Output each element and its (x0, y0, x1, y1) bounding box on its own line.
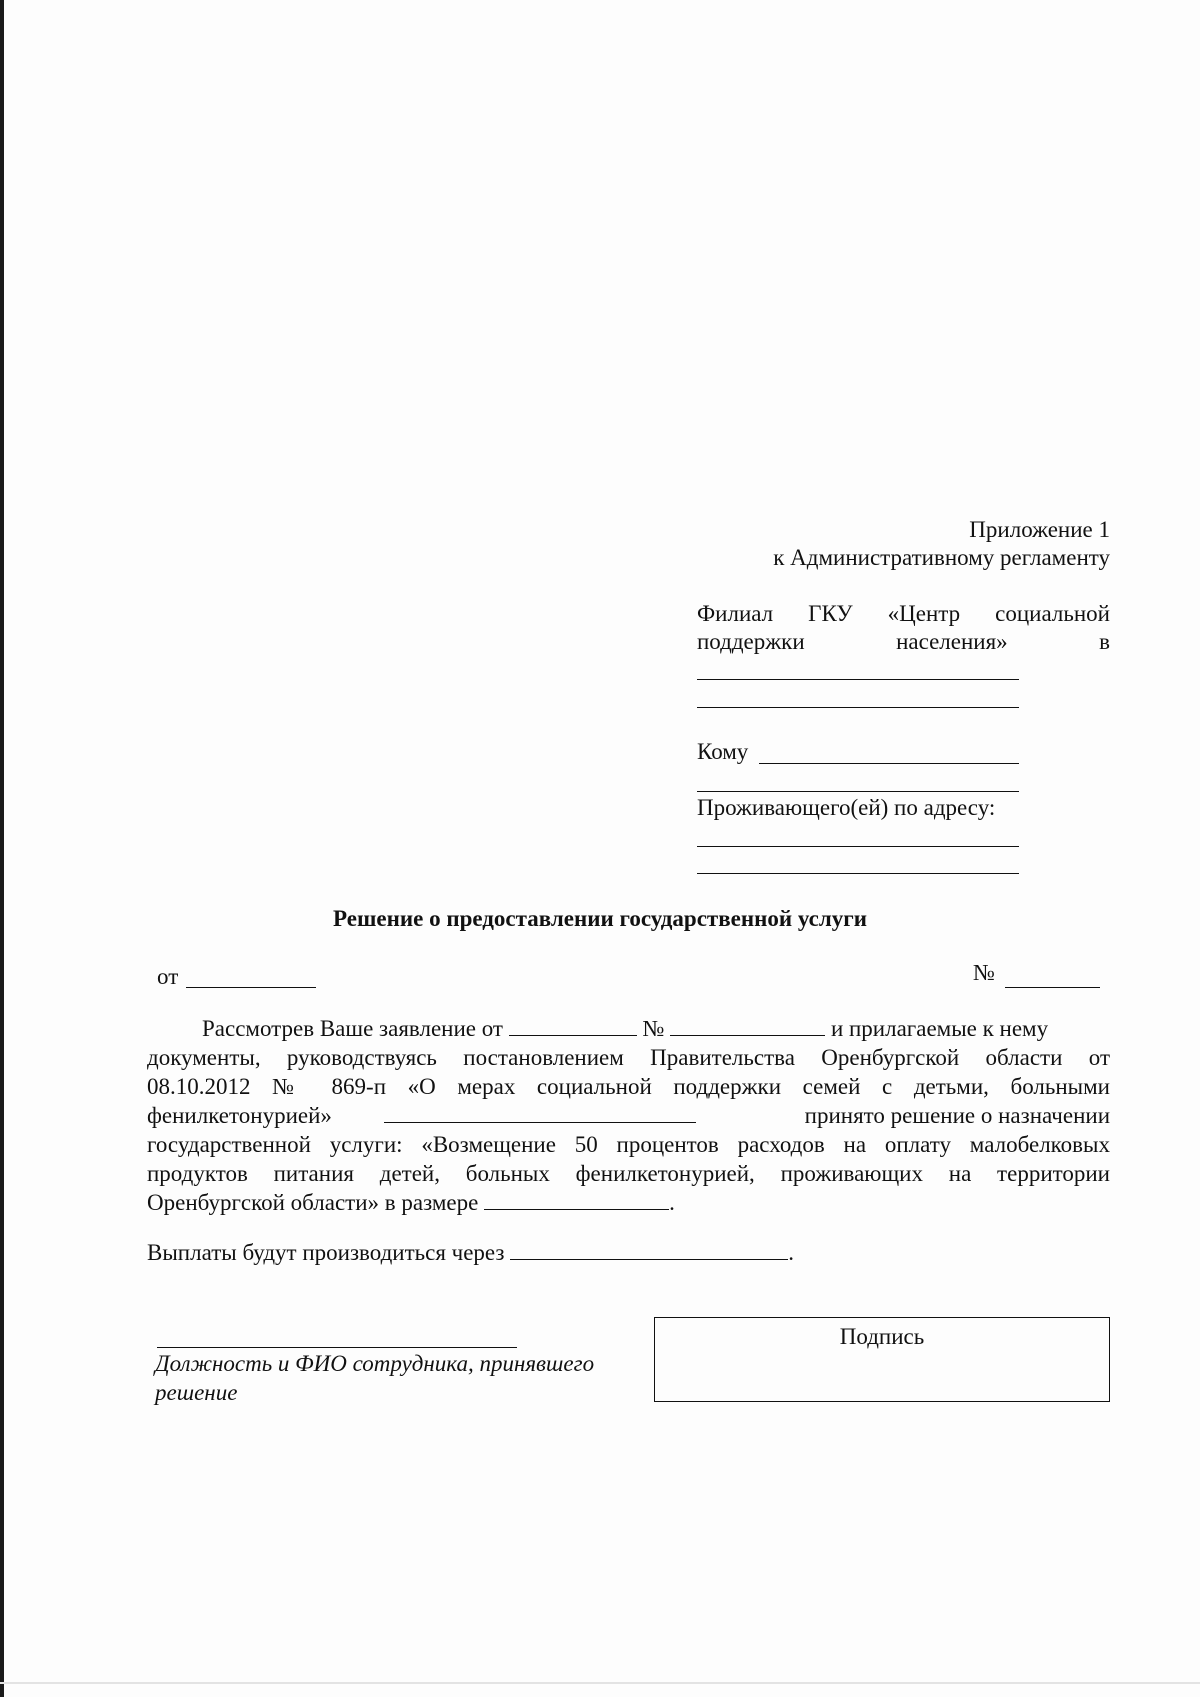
branch-line-1: Филиал ГКУ «Центр социальной (697, 601, 1110, 626)
payments-text: Выплаты будут производиться через (147, 1240, 505, 1265)
payments-line (147, 1239, 794, 1267)
branch-line-2: поддержки населения» в (697, 629, 1110, 654)
application-date-blank (509, 1015, 637, 1036)
address-blank-2 (697, 873, 1019, 874)
resolution-blank (384, 1102, 696, 1123)
to-label: Кому (697, 739, 749, 764)
regulation-label: к Административному регламенту (773, 545, 1110, 570)
decision-paragraph (147, 1014, 1110, 1234)
to-blank (759, 763, 1019, 764)
body-line-7a: Оренбургской области» в размере (147, 1190, 479, 1215)
number-prefix: № (973, 960, 995, 985)
body-line-5: государственной услуги: «Возмещение 50 процентов расходов на оплату малобелковых (147, 1132, 1110, 1157)
number-blank (1005, 987, 1100, 988)
body-line-1c: и прилагаемые к нему (830, 1016, 1049, 1041)
body-line-4a: фенилкетонурией» (147, 1103, 332, 1128)
scan-edge (0, 0, 4, 1697)
body-line-6: продуктов питания детей, больных фенилкетонурией, проживающих на территории (147, 1161, 1110, 1186)
signature-box (654, 1317, 1110, 1402)
payments-blank (510, 1239, 788, 1260)
to-blank-2 (697, 791, 1019, 792)
signature-label: Подпись (839, 1324, 925, 1349)
document-title: Решение о предоставлении государственной услуги (333, 906, 867, 931)
body-line-2: документы, руководствуясь постановлением Правительства Оренбургской области от (147, 1045, 1110, 1070)
application-number-blank (670, 1015, 825, 1036)
body-line-1b: № (642, 1016, 665, 1041)
body-line-3: 08.10.2012 № 869-п «О мерах социальной поддержки семей с детьми, больными (147, 1074, 1110, 1099)
official-blank (157, 1347, 517, 1348)
body-line-1 (147, 1014, 1110, 1043)
official-caption-1: Должность и ФИО сотрудника, принявшего (155, 1351, 595, 1376)
body-line-7 (147, 1188, 1110, 1217)
body-line-4 (147, 1101, 1110, 1130)
amount-blank (484, 1189, 669, 1210)
branch-blank-2 (697, 707, 1019, 708)
address-blank-1 (697, 846, 1019, 847)
branch-blank-1 (697, 679, 1019, 680)
address-label: Проживающего(ей) по адресу: (697, 795, 996, 820)
body-line-7-end: . (669, 1190, 675, 1215)
date-prefix: от (157, 964, 179, 989)
official-caption-2: решение (155, 1380, 238, 1405)
date-blank (186, 987, 316, 988)
body-line-4b: принято решение о назначении (804, 1103, 1110, 1128)
appendix-label: Приложение 1 (969, 517, 1110, 542)
scan-edge-bottom (0, 1682, 1200, 1684)
payments-end: . (788, 1240, 795, 1265)
body-line-1a: Рассмотрев Ваше заявление от (202, 1016, 503, 1041)
